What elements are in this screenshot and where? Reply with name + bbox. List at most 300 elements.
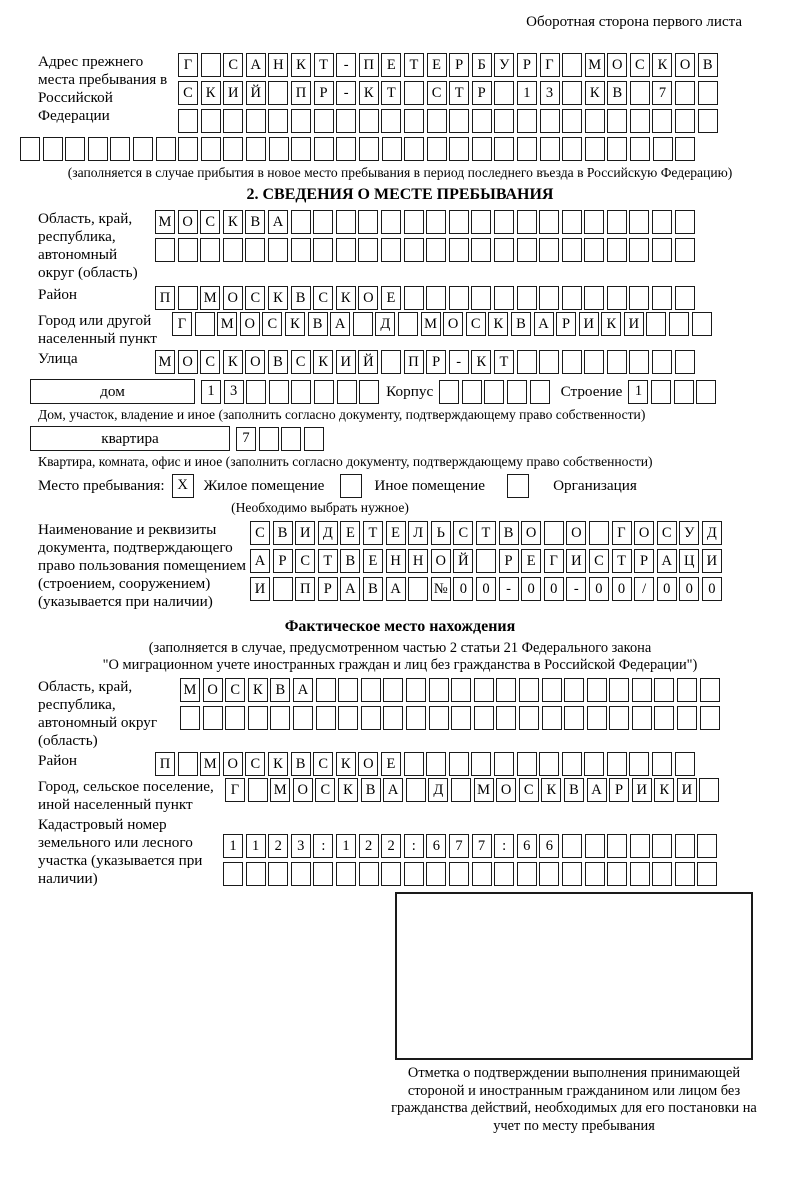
char-cell bbox=[381, 109, 401, 133]
char-cell bbox=[246, 380, 266, 404]
char-cell bbox=[336, 210, 356, 234]
char-cell: К bbox=[223, 210, 243, 234]
char-cell bbox=[474, 678, 494, 702]
char-cell bbox=[540, 137, 560, 161]
char-cell: В bbox=[291, 752, 311, 776]
char-cell bbox=[530, 380, 550, 404]
char-cell: С bbox=[313, 286, 333, 310]
char-cell: 0 bbox=[589, 577, 609, 601]
char-cell: Н bbox=[408, 549, 428, 573]
char-cell bbox=[697, 834, 717, 858]
char-cell bbox=[451, 706, 471, 730]
char-cell bbox=[406, 778, 426, 802]
fact-note-line1: (заполняется в случае, предусмотренном частью 2 статьи 21 Федерального закона bbox=[148, 640, 652, 657]
char-cell: А bbox=[383, 778, 403, 802]
char-cell: Г bbox=[172, 312, 192, 336]
prev-address-rows bbox=[178, 53, 718, 133]
char-cell bbox=[587, 706, 607, 730]
char-cell: А bbox=[340, 577, 360, 601]
char-cell bbox=[178, 286, 198, 310]
char-cell: М bbox=[217, 312, 237, 336]
char-cell: Й bbox=[246, 81, 266, 105]
char-cell: - bbox=[499, 577, 519, 601]
char-cell bbox=[246, 137, 266, 161]
char-cell: 1 bbox=[246, 834, 266, 858]
char-cell bbox=[316, 706, 336, 730]
char-cell bbox=[629, 286, 649, 310]
char-cell: 0 bbox=[702, 577, 722, 601]
char-cell: О bbox=[431, 549, 451, 573]
s2-oblast-row2 bbox=[155, 238, 695, 262]
char-cell: Ь bbox=[431, 521, 451, 545]
char-cell bbox=[429, 706, 449, 730]
char-cell bbox=[675, 350, 695, 374]
char-cell bbox=[178, 752, 198, 776]
char-cell bbox=[675, 81, 695, 105]
fact-kadastr-row1 bbox=[223, 834, 717, 858]
char-cell: Е bbox=[340, 521, 360, 545]
char-cell bbox=[336, 862, 356, 886]
char-cell bbox=[406, 678, 426, 702]
s2-document-row3 bbox=[250, 577, 722, 601]
s2-stroenie-cells bbox=[628, 380, 716, 404]
char-cell: К bbox=[585, 81, 605, 105]
zhiloe-checkbox: X bbox=[172, 474, 194, 498]
char-cell: С bbox=[262, 312, 282, 336]
char-cell bbox=[607, 752, 627, 776]
stamp-area bbox=[395, 892, 753, 1060]
char-cell bbox=[291, 137, 311, 161]
char-cell bbox=[607, 137, 627, 161]
char-cell: О bbox=[521, 521, 541, 545]
char-cell bbox=[587, 678, 607, 702]
char-cell bbox=[584, 210, 604, 234]
char-cell: В bbox=[291, 286, 311, 310]
char-cell: Б bbox=[472, 53, 492, 77]
char-cell bbox=[562, 238, 582, 262]
char-cell: К bbox=[654, 778, 674, 802]
s2-mesto-label: Место пребывания: bbox=[38, 477, 165, 495]
char-cell: Е bbox=[381, 53, 401, 77]
char-cell bbox=[225, 706, 245, 730]
char-cell bbox=[155, 238, 175, 262]
s2-mesto-row bbox=[38, 473, 800, 498]
char-cell: Р bbox=[472, 81, 492, 105]
char-cell bbox=[652, 109, 672, 133]
char-cell bbox=[65, 137, 85, 161]
char-cell: О bbox=[178, 210, 198, 234]
char-cell bbox=[494, 210, 514, 234]
char-cell bbox=[652, 834, 672, 858]
char-cell bbox=[358, 210, 378, 234]
char-cell bbox=[439, 380, 459, 404]
char-cell bbox=[675, 109, 695, 133]
char-cell: Т bbox=[314, 53, 334, 77]
char-cell bbox=[539, 752, 559, 776]
prev-address-row2 bbox=[178, 81, 718, 105]
char-cell bbox=[203, 706, 223, 730]
char-cell: У bbox=[679, 521, 699, 545]
char-cell: А bbox=[293, 678, 313, 702]
char-cell: Р bbox=[556, 312, 576, 336]
char-cell: Р bbox=[426, 350, 446, 374]
char-cell bbox=[675, 137, 695, 161]
char-cell bbox=[607, 350, 627, 374]
char-cell bbox=[698, 109, 718, 133]
char-cell: В bbox=[499, 521, 519, 545]
char-cell bbox=[494, 109, 514, 133]
char-cell bbox=[404, 752, 424, 776]
char-cell bbox=[426, 752, 446, 776]
char-cell: Е bbox=[363, 549, 383, 573]
char-cell bbox=[562, 137, 582, 161]
char-cell bbox=[652, 286, 672, 310]
char-cell: В bbox=[268, 350, 288, 374]
char-cell: С bbox=[200, 210, 220, 234]
char-cell bbox=[472, 137, 492, 161]
char-cell bbox=[449, 752, 469, 776]
fact-oblast-label: Область, край, республика, автономный округ (область) bbox=[38, 678, 158, 750]
char-cell: 1 bbox=[336, 834, 356, 858]
char-cell: 0 bbox=[453, 577, 473, 601]
char-cell bbox=[281, 427, 301, 451]
char-cell bbox=[314, 109, 334, 133]
char-cell: С bbox=[291, 350, 311, 374]
char-cell: П bbox=[155, 752, 175, 776]
char-cell: О bbox=[566, 521, 586, 545]
char-cell bbox=[381, 238, 401, 262]
inoe-checkbox bbox=[340, 474, 362, 498]
char-cell bbox=[471, 286, 491, 310]
char-cell bbox=[517, 286, 537, 310]
char-cell bbox=[201, 109, 221, 133]
char-cell bbox=[630, 834, 650, 858]
char-cell bbox=[462, 380, 482, 404]
s2-dom-cells bbox=[201, 380, 379, 404]
char-cell: 0 bbox=[476, 577, 496, 601]
char-cell: 2 bbox=[359, 834, 379, 858]
char-cell: 0 bbox=[521, 577, 541, 601]
char-cell bbox=[517, 238, 537, 262]
char-cell bbox=[451, 678, 471, 702]
char-cell: О bbox=[634, 521, 654, 545]
char-cell bbox=[449, 238, 469, 262]
char-cell: Д bbox=[428, 778, 448, 802]
char-cell: Е bbox=[386, 521, 406, 545]
char-cell: С bbox=[200, 350, 220, 374]
char-cell bbox=[562, 81, 582, 105]
s2-gorod-label: Город или другой населенный пункт bbox=[38, 312, 157, 347]
char-cell bbox=[195, 312, 215, 336]
char-cell: К bbox=[268, 286, 288, 310]
char-cell bbox=[542, 706, 562, 730]
s2-document-label: Наименование и реквизиты документа, подтверждающего право пользования помещением (строением, сооружением) (указывается при наличии) bbox=[38, 521, 247, 611]
s2-korpus-label: Корпус bbox=[386, 383, 434, 401]
s2-document-row1 bbox=[250, 521, 722, 545]
char-cell bbox=[268, 238, 288, 262]
char-cell bbox=[248, 706, 268, 730]
char-cell: № bbox=[431, 577, 451, 601]
char-cell: В bbox=[361, 778, 381, 802]
s2-raion-row bbox=[155, 286, 695, 310]
char-cell bbox=[675, 862, 695, 886]
s2-gorod-field bbox=[38, 312, 800, 348]
char-cell: А bbox=[330, 312, 350, 336]
char-cell: Т bbox=[381, 81, 401, 105]
char-cell: Г bbox=[544, 549, 564, 573]
char-cell bbox=[696, 380, 716, 404]
char-cell: О bbox=[675, 53, 695, 77]
char-cell: О bbox=[443, 312, 463, 336]
char-cell bbox=[494, 81, 514, 105]
char-cell bbox=[316, 678, 336, 702]
char-cell: И bbox=[702, 549, 722, 573]
char-cell: К bbox=[248, 678, 268, 702]
char-cell: К bbox=[652, 53, 672, 77]
char-cell bbox=[223, 238, 243, 262]
char-cell: А bbox=[386, 577, 406, 601]
char-cell: 7 bbox=[652, 81, 672, 105]
char-cell bbox=[653, 137, 673, 161]
char-cell bbox=[562, 286, 582, 310]
char-cell bbox=[248, 778, 268, 802]
char-cell: С bbox=[313, 752, 333, 776]
char-cell bbox=[353, 312, 373, 336]
char-cell bbox=[494, 137, 514, 161]
char-cell bbox=[562, 53, 582, 77]
char-cell bbox=[484, 380, 504, 404]
char-cell bbox=[406, 706, 426, 730]
s2-oblast-row1 bbox=[155, 210, 695, 234]
char-cell: А bbox=[246, 53, 266, 77]
char-cell bbox=[507, 380, 527, 404]
char-cell bbox=[338, 706, 358, 730]
char-cell: С bbox=[519, 778, 539, 802]
char-cell bbox=[517, 350, 537, 374]
char-cell bbox=[562, 350, 582, 374]
char-cell bbox=[539, 862, 559, 886]
char-cell bbox=[562, 752, 582, 776]
char-cell bbox=[383, 706, 403, 730]
char-cell: И bbox=[295, 521, 315, 545]
char-cell: Р bbox=[609, 778, 629, 802]
stamp-caption: Отметка о подтверждении выполнения принимающей стороной и иностранным гражданином или лицом без гражданства действий, необходимых для его постановки на учет по месту пребывания bbox=[391, 1065, 757, 1134]
char-cell: Ц bbox=[679, 549, 699, 573]
fact-oblast-row2 bbox=[180, 706, 720, 730]
char-cell bbox=[404, 862, 424, 886]
char-cell bbox=[178, 238, 198, 262]
char-cell: К bbox=[338, 778, 358, 802]
s2-kvartira-note: Квартира, комната, офис и иное (заполнить согласно документу, подтверждающему право собственности) bbox=[38, 454, 653, 470]
char-cell: М bbox=[270, 778, 290, 802]
char-cell bbox=[291, 862, 311, 886]
char-cell: Т bbox=[404, 53, 424, 77]
char-cell: У bbox=[494, 53, 514, 77]
char-cell bbox=[585, 834, 605, 858]
char-cell: И bbox=[566, 549, 586, 573]
char-cell: П bbox=[155, 286, 175, 310]
char-cell bbox=[426, 286, 446, 310]
char-cell: Е bbox=[381, 286, 401, 310]
char-cell bbox=[692, 312, 712, 336]
char-cell bbox=[584, 752, 604, 776]
char-cell bbox=[426, 210, 446, 234]
s2-stroenie-label: Строение bbox=[560, 383, 623, 401]
char-cell: 0 bbox=[612, 577, 632, 601]
char-cell bbox=[313, 238, 333, 262]
char-cell bbox=[201, 53, 221, 77]
char-cell bbox=[336, 109, 356, 133]
fact-gorod-field bbox=[38, 778, 800, 814]
char-cell: 1 bbox=[628, 380, 648, 404]
char-cell: Р bbox=[499, 549, 519, 573]
char-cell bbox=[539, 350, 559, 374]
char-cell bbox=[697, 862, 717, 886]
char-cell bbox=[268, 862, 288, 886]
fact-raion-field bbox=[38, 752, 800, 776]
char-cell bbox=[449, 137, 469, 161]
char-cell bbox=[585, 137, 605, 161]
char-cell bbox=[472, 862, 492, 886]
char-cell: Й bbox=[453, 549, 473, 573]
char-cell: А bbox=[657, 549, 677, 573]
char-cell: 0 bbox=[544, 577, 564, 601]
char-cell bbox=[336, 238, 356, 262]
char-cell: О bbox=[203, 678, 223, 702]
char-cell: Л bbox=[408, 521, 428, 545]
char-cell bbox=[609, 706, 629, 730]
char-cell bbox=[336, 137, 356, 161]
char-cell bbox=[268, 81, 288, 105]
char-cell: И bbox=[336, 350, 356, 374]
char-cell: С bbox=[225, 678, 245, 702]
char-cell: : bbox=[494, 834, 514, 858]
char-cell bbox=[675, 286, 695, 310]
char-cell bbox=[496, 706, 516, 730]
char-cell bbox=[607, 286, 627, 310]
s2-ulitsa-label: Улица bbox=[38, 350, 78, 367]
char-cell bbox=[246, 862, 266, 886]
char-cell: Р bbox=[273, 549, 293, 573]
prev-address-field bbox=[38, 53, 800, 133]
char-cell: : bbox=[313, 834, 333, 858]
char-cell: Г bbox=[178, 53, 198, 77]
char-cell: В bbox=[511, 312, 531, 336]
char-cell: Р bbox=[517, 53, 537, 77]
char-cell: О bbox=[223, 752, 243, 776]
char-cell: - bbox=[336, 81, 356, 105]
char-cell: 7 bbox=[236, 427, 256, 451]
prev-address-note: (заполняется в случае прибытия в новое место пребывания в период последнего въезда в Российскую Федерацию) bbox=[67, 165, 733, 180]
char-cell bbox=[381, 862, 401, 886]
s2-oblast-label: Область, край, республика, автономный округ (область) bbox=[38, 210, 138, 281]
s2-gorod-row bbox=[172, 312, 712, 336]
char-cell bbox=[699, 778, 719, 802]
char-cell: 2 bbox=[268, 834, 288, 858]
char-cell bbox=[404, 137, 424, 161]
section2-title: 2. СВЕДЕНИЯ О МЕСТЕ ПРЕБЫВАНИЯ bbox=[246, 186, 554, 203]
char-cell: Г bbox=[612, 521, 632, 545]
char-cell: С bbox=[657, 521, 677, 545]
char-cell: 0 bbox=[679, 577, 699, 601]
char-cell bbox=[584, 238, 604, 262]
char-cell: / bbox=[634, 577, 654, 601]
char-cell: Р bbox=[318, 577, 338, 601]
char-cell bbox=[223, 109, 243, 133]
char-cell: В bbox=[340, 549, 360, 573]
char-cell bbox=[562, 210, 582, 234]
char-cell bbox=[471, 210, 491, 234]
char-cell: М bbox=[180, 678, 200, 702]
char-cell bbox=[259, 427, 279, 451]
char-cell: К bbox=[601, 312, 621, 336]
char-cell bbox=[629, 350, 649, 374]
char-cell bbox=[629, 210, 649, 234]
char-cell: Р bbox=[449, 53, 469, 77]
char-cell bbox=[652, 350, 672, 374]
char-cell: Г bbox=[540, 53, 560, 77]
char-cell bbox=[629, 752, 649, 776]
char-cell bbox=[589, 521, 609, 545]
char-cell: П bbox=[295, 577, 315, 601]
char-cell: К bbox=[359, 81, 379, 105]
char-cell bbox=[359, 137, 379, 161]
char-cell: В bbox=[308, 312, 328, 336]
prev-address-row3 bbox=[178, 109, 718, 133]
char-cell: С bbox=[453, 521, 473, 545]
char-cell bbox=[273, 577, 293, 601]
char-cell bbox=[494, 238, 514, 262]
fact-kadastr-label: Кадастровый номер земельного или лесного участка (указывается при наличии) bbox=[38, 816, 203, 888]
char-cell bbox=[270, 706, 290, 730]
char-cell bbox=[564, 706, 584, 730]
char-cell: Р bbox=[314, 81, 334, 105]
s2-kvartira-row bbox=[30, 426, 800, 451]
char-cell bbox=[654, 678, 674, 702]
s2-kvartira-cells bbox=[236, 427, 324, 451]
char-cell: 1 bbox=[201, 380, 221, 404]
char-cell bbox=[178, 109, 198, 133]
char-cell bbox=[361, 706, 381, 730]
char-cell: М bbox=[421, 312, 441, 336]
char-cell: 6 bbox=[426, 834, 446, 858]
s2-mesto-note: (Необходимо выбрать нужное) bbox=[231, 500, 409, 516]
char-cell: О bbox=[178, 350, 198, 374]
char-cell bbox=[313, 210, 333, 234]
s2-ulitsa-field bbox=[38, 350, 800, 374]
char-cell bbox=[517, 752, 537, 776]
char-cell bbox=[291, 380, 311, 404]
char-cell bbox=[404, 81, 424, 105]
char-cell bbox=[291, 109, 311, 133]
char-cell bbox=[517, 109, 537, 133]
s2-raion-label: Район bbox=[38, 286, 78, 303]
char-cell bbox=[291, 210, 311, 234]
char-cell: В bbox=[245, 210, 265, 234]
char-cell bbox=[449, 109, 469, 133]
char-cell: М bbox=[474, 778, 494, 802]
char-cell bbox=[201, 137, 221, 161]
char-cell bbox=[652, 238, 672, 262]
fact-oblast-field bbox=[38, 678, 800, 750]
char-cell bbox=[313, 862, 333, 886]
char-cell bbox=[562, 109, 582, 133]
char-cell bbox=[404, 210, 424, 234]
char-cell bbox=[700, 706, 720, 730]
char-cell bbox=[630, 862, 650, 886]
char-cell bbox=[293, 706, 313, 730]
char-cell: П bbox=[291, 81, 311, 105]
